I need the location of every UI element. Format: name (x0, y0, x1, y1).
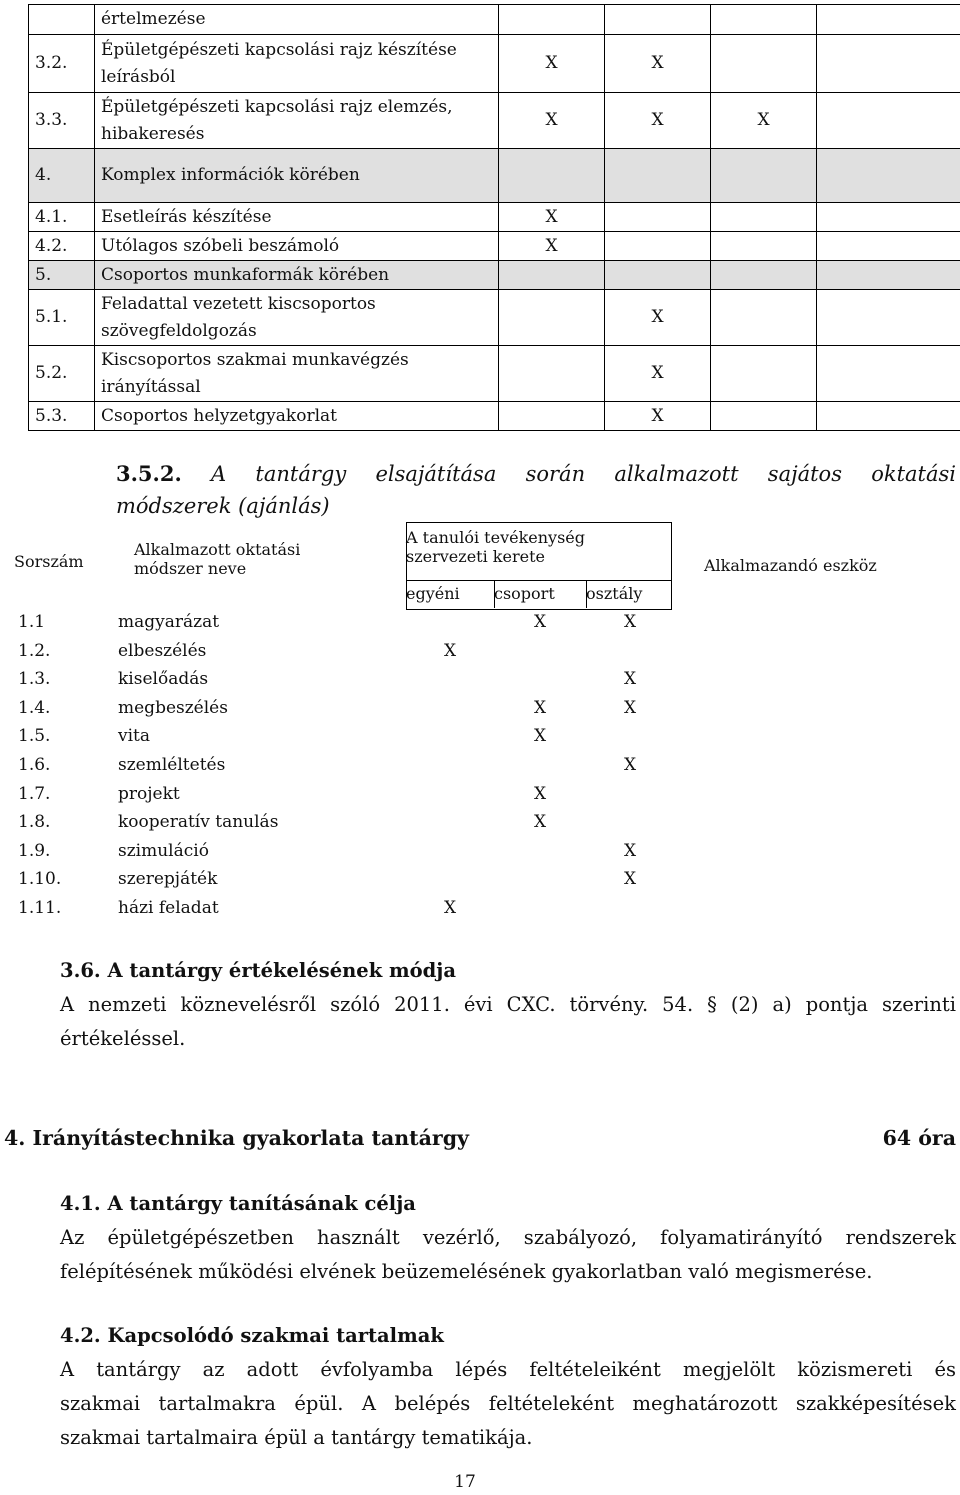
header-activity: A tanulói tevékenység szervezeti kerete (406, 528, 586, 566)
mark-cell (605, 203, 711, 232)
methods-table-body (14, 608, 674, 923)
empty-cell (817, 203, 960, 232)
mark-cell: X (605, 290, 711, 346)
header-tool: Alkalmazandó eszköz (704, 556, 877, 575)
section-4-heading (4, 1121, 956, 1155)
mark-csoport (494, 751, 586, 780)
row-number: 5. (29, 261, 95, 290)
mark-cell (499, 346, 605, 402)
mark-csoport (494, 637, 586, 666)
row-number: 5.3. (29, 402, 95, 431)
row-number: 4.1. (29, 203, 95, 232)
mark-cell (605, 149, 711, 203)
paragraph-line: szakmai tartalmaira épül a tantárgy tematikája. (60, 1426, 533, 1449)
mark-osztaly: X (623, 869, 637, 890)
mark-cell: X (499, 232, 605, 261)
table-row (14, 637, 674, 666)
mark-csoport (494, 865, 586, 894)
table-row (14, 722, 674, 751)
mark-cell (605, 232, 711, 261)
row-label: Feladattal vezetett kiscsoportos szövegfeldolgozás (95, 290, 499, 346)
mark-egyeni (406, 694, 494, 723)
mark-csoport (494, 665, 586, 694)
table-row (14, 865, 674, 894)
section-number: 4.2. (60, 1324, 101, 1347)
table-row (14, 694, 674, 723)
table-row (29, 5, 960, 35)
mark-cell (711, 402, 817, 431)
header-csoport: csoport (494, 584, 555, 603)
empty-cell (817, 290, 960, 346)
mark-csoport: X (533, 783, 547, 804)
paragraph-line: szakmai tartalmakra épül. A belépés feltételeként meghatározott szakképesítések (60, 1392, 956, 1415)
mark-cell (605, 5, 711, 35)
section-title: A tantárgy értékelésének módja (107, 959, 456, 982)
empty-cell (817, 35, 960, 93)
row-label: Csoportos munkaformák körében (95, 261, 499, 290)
mark-csoport: X (533, 697, 547, 718)
method-name: szimuláció (118, 840, 209, 861)
method-name: projekt (118, 783, 180, 804)
mark-osztaly: X (623, 697, 637, 718)
mark-csoport: X (533, 726, 547, 747)
competency-table (28, 4, 960, 431)
header-method-name: Alkalmazott oktatási módszer neve (134, 540, 301, 578)
row-label: Csoportos helyzetgyakorlat (95, 402, 499, 431)
row-label: Komplex információk körében (95, 149, 499, 203)
table-row-group-header (29, 149, 960, 203)
header-sorszam: Sorszám (14, 552, 84, 571)
table-row (14, 751, 674, 780)
subject-hours: 64 óra (882, 1126, 956, 1150)
method-name: elbeszélés (118, 640, 207, 661)
row-number: 1.11. (18, 897, 62, 918)
table-row (29, 232, 960, 261)
mark-osztaly (586, 637, 674, 666)
method-name: vita (118, 726, 151, 747)
section-number: 4.1. (60, 1192, 101, 1215)
table-row (29, 203, 960, 232)
row-label: Épületgépészeti kapcsolási rajz készítése leírásból (95, 35, 499, 93)
row-label: értelmezése (95, 5, 499, 35)
section-title-line1: A tantárgy elsajátítása során alkalmazott sajátos oktatási (211, 462, 956, 486)
mark-egyeni (406, 608, 494, 637)
section-4-2 (60, 1319, 956, 1455)
method-name: szemléltetés (118, 754, 226, 775)
section-number: 4. (4, 1126, 26, 1150)
row-number: 1.7. (18, 783, 51, 804)
empty-cell (817, 346, 960, 402)
empty-cell (817, 149, 960, 203)
row-number: 3.2. (29, 35, 95, 93)
section-number: 3.5.2. (116, 461, 182, 486)
section-3-6 (60, 954, 956, 1056)
mark-csoport: X (533, 812, 547, 833)
mark-osztaly (586, 808, 674, 837)
row-number (29, 5, 95, 35)
mark-egyeni: X (443, 897, 457, 918)
mark-cell (711, 346, 817, 402)
mark-cell: X (605, 346, 711, 402)
paragraph-line: A nemzeti köznevelésről szóló 2011. évi CXC. törvény. 54. § (2) a) pontja szerinti (60, 993, 956, 1016)
method-name: házi feladat (118, 897, 219, 918)
table-row (14, 837, 674, 866)
mark-osztaly: X (623, 840, 637, 861)
section-title: Kapcsolódó szakmai tartalmak (107, 1324, 444, 1347)
section-4-1-heading (60, 1187, 956, 1221)
header-osztaly: osztály (586, 584, 643, 603)
mark-cell (499, 261, 605, 290)
mark-egyeni (406, 865, 494, 894)
mark-csoport (494, 837, 586, 866)
mark-cell (499, 149, 605, 203)
row-number: 1.6. (18, 754, 51, 775)
mark-egyeni: X (443, 640, 457, 661)
mark-osztaly (586, 780, 674, 809)
table-row (29, 35, 960, 93)
table-row (29, 93, 960, 149)
header-egyeni: egyéni (406, 584, 460, 603)
mark-cell: X (605, 93, 711, 149)
mark-cell: X (711, 93, 817, 149)
mark-egyeni (406, 808, 494, 837)
mark-cell (499, 402, 605, 431)
row-number: 4.2. (29, 232, 95, 261)
paragraph-line: értékeléssel. (60, 1027, 186, 1050)
mark-egyeni (406, 780, 494, 809)
curriculum-table-top (28, 4, 960, 431)
section-number: 3.6. (60, 959, 101, 982)
paragraph-line: Az épületgépészetben használt vezérlő, szabályozó, folyamatirányító rendszerek (60, 1226, 956, 1249)
row-label: Épületgépészeti kapcsolási rajz elemzés, hibakeresés (95, 93, 499, 149)
mark-osztaly: X (623, 612, 637, 632)
section-3-5-2-heading (116, 458, 956, 522)
row-number: 1.3. (18, 669, 51, 690)
empty-cell (817, 5, 960, 35)
page-number: 17 (454, 1472, 476, 1492)
mark-cell (711, 261, 817, 290)
subject-title: Irányítástechnika gyakorlata tantárgy (32, 1126, 469, 1150)
mark-csoport: X (533, 612, 547, 632)
empty-cell (817, 232, 960, 261)
mark-egyeni (406, 665, 494, 694)
section-3-6-heading (60, 954, 956, 988)
method-name: magyarázat (118, 612, 220, 632)
table-row (14, 665, 674, 694)
table-row-group-header (29, 261, 960, 290)
method-name: megbeszélés (118, 697, 228, 718)
row-number: 1.5. (18, 726, 51, 747)
heading-line-1 (116, 458, 956, 490)
row-number: 4. (29, 149, 95, 203)
mark-cell (711, 149, 817, 203)
row-number: 1.9. (18, 840, 51, 861)
row-number: 5.2. (29, 346, 95, 402)
empty-cell (817, 402, 960, 431)
table-row (14, 780, 674, 809)
mark-cell (711, 232, 817, 261)
table-row (14, 894, 674, 923)
row-number: 3.3. (29, 93, 95, 149)
row-label: Kiscsoportos szakmai munkavégzés irányítással (95, 346, 499, 402)
table-row (29, 346, 960, 402)
mark-osztaly: X (623, 754, 637, 775)
mark-osztaly: X (623, 669, 637, 690)
mark-egyeni (406, 751, 494, 780)
mark-cell: X (499, 35, 605, 93)
method-name: kooperatív tanulás (118, 812, 279, 833)
section-4-1 (60, 1187, 956, 1289)
table-row (29, 402, 960, 431)
mark-osztaly (586, 722, 674, 751)
row-number: 1.2. (18, 640, 51, 661)
row-number: 1.10. (18, 869, 62, 890)
mark-cell: X (499, 203, 605, 232)
mark-cell (711, 203, 817, 232)
table-row (14, 808, 674, 837)
mark-cell (711, 35, 817, 93)
mark-egyeni (406, 837, 494, 866)
section-4-2-heading (60, 1319, 956, 1353)
section-title-line2: módszerek (ajánlás) (116, 494, 330, 518)
table-row (29, 290, 960, 346)
empty-cell (817, 93, 960, 149)
mark-egyeni (406, 722, 494, 751)
row-number: 1.8. (18, 812, 51, 833)
section-title: A tantárgy tanításának célja (107, 1192, 416, 1215)
table-row (14, 608, 674, 637)
row-number: 1.4. (18, 697, 51, 718)
mark-osztaly (586, 894, 674, 923)
mark-cell: X (499, 93, 605, 149)
mark-cell: X (605, 35, 711, 93)
mark-cell (605, 261, 711, 290)
method-name: kiselőadás (118, 669, 209, 690)
mark-cell (499, 5, 605, 35)
mark-cell (499, 290, 605, 346)
row-label: Esetleírás készítése (95, 203, 499, 232)
row-number: 5.1. (29, 290, 95, 346)
method-name: szerepjáték (118, 869, 218, 890)
empty-cell (817, 261, 960, 290)
mark-cell (711, 5, 817, 35)
paragraph-line: felépítésének működési elvének beüzemelésének gyakorlatban való megismerése. (60, 1260, 873, 1283)
mark-cell (711, 290, 817, 346)
row-number: 1.1 (18, 612, 46, 632)
mark-csoport (494, 894, 586, 923)
mark-cell: X (605, 402, 711, 431)
paragraph-line: A tantárgy az adott évfolyamba lépés feltételeiként megjelölt közismereti és (60, 1358, 956, 1381)
row-label: Utólagos szóbeli beszámoló (95, 232, 499, 261)
